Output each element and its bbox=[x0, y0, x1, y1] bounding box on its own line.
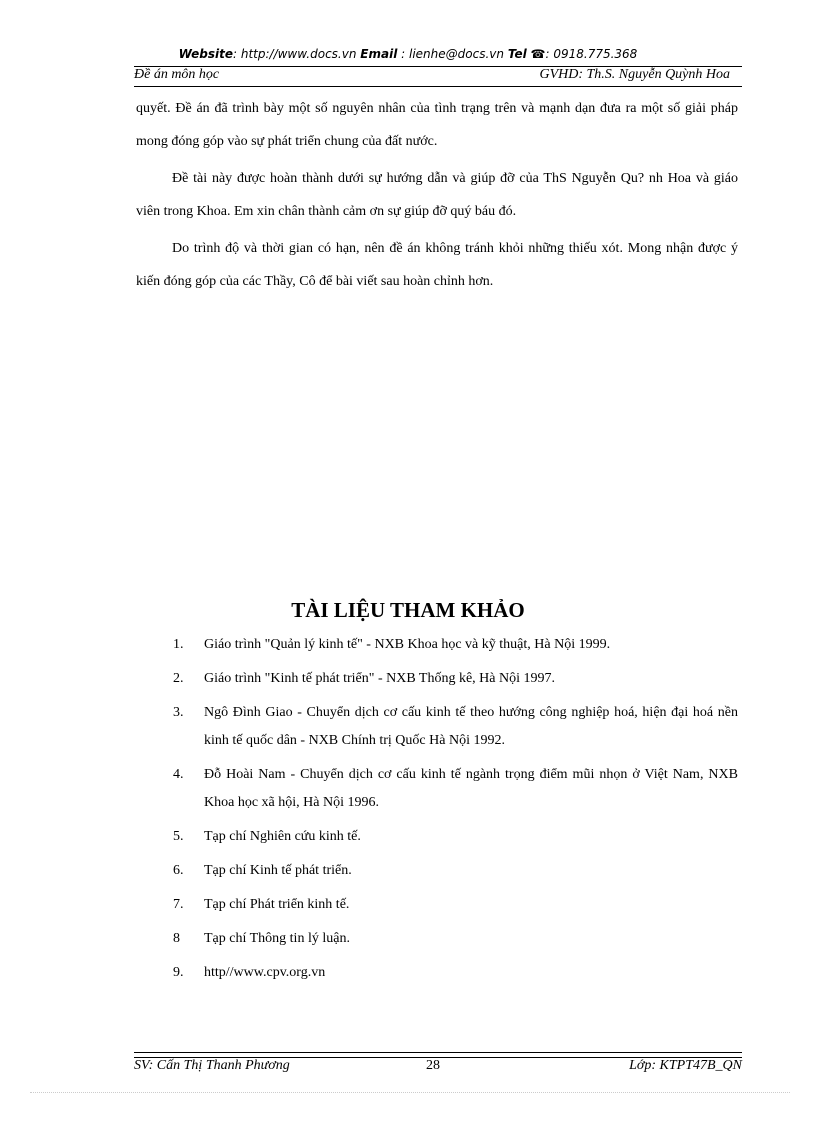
reference-text: Tạp chí Nghiên cứu kinh tế. bbox=[204, 829, 361, 844]
page-footer bbox=[134, 1058, 742, 1078]
footer-class: Lớp: KTPT47B_QN bbox=[629, 1058, 742, 1073]
site-contact-bar bbox=[0, 47, 816, 61]
reference-item bbox=[173, 925, 738, 953]
reference-number: 2. bbox=[173, 671, 184, 686]
footer-student: SV: Cấn Thị Thanh Phương bbox=[134, 1058, 290, 1073]
reference-link: http//www.cpv.org.vn bbox=[204, 965, 326, 980]
tel-label: Tel bbox=[507, 47, 527, 61]
reference-item bbox=[173, 823, 738, 851]
page-number: 28 bbox=[426, 1058, 440, 1073]
reference-item bbox=[173, 665, 738, 693]
reference-number: 8 bbox=[173, 931, 180, 946]
reference-item bbox=[173, 699, 738, 755]
reference-number: 6. bbox=[173, 863, 184, 878]
reference-item bbox=[173, 761, 738, 817]
reference-number: 3. bbox=[173, 705, 184, 720]
reference-text: Ngô Đình Giao - Chuyển dịch cơ cấu kinh tế theo hướng công nghiệp hoá, hiện đại hoá nền kinh tế quốc dân - NXB Chính trị Quốc Hà Nội 1992. bbox=[204, 705, 738, 748]
phone-icon: ☎ bbox=[530, 47, 546, 61]
references-title: TÀI LIỆU THAM KHẢO bbox=[291, 598, 525, 622]
website-value: : http://www.docs.vn bbox=[233, 47, 357, 61]
reference-text: Giáo trình "Quản lý kinh tế" - NXB Khoa học và kỹ thuật, Hà Nội 1999. bbox=[204, 637, 611, 652]
email-value: : lienhe@docs.vn bbox=[401, 47, 504, 61]
header-advisor: GVHD: Th.S. Nguyễn Quỳnh Hoa bbox=[539, 67, 730, 82]
website-label: Website bbox=[178, 47, 233, 61]
header-rule bbox=[134, 86, 742, 87]
reference-number: 7. bbox=[173, 897, 184, 912]
header-course: Đề án môn học bbox=[134, 67, 220, 82]
reference-item bbox=[173, 959, 738, 987]
reference-item bbox=[173, 891, 738, 919]
reference-text: Giáo trình "Kinh tế phát triển" - NXB Thống kê, Hà Nội 1997. bbox=[204, 671, 556, 686]
paragraph-1: quyết. Đề án đã trình bày một số nguyên nhân của tình trạng trên và mạnh dạn đưa ra một số giải pháp mong đóng góp vào sự phát triển chung của đất nước. bbox=[136, 101, 738, 149]
tel-value: : 0918.775.368 bbox=[545, 47, 638, 61]
reference-number: 5. bbox=[173, 829, 184, 844]
paragraph-2: Đề tài này được hoàn thành dưới sự hướng dẫn và giúp đỡ của ThS Nguyễn Qu? nh Hoa và giáo viên trong Khoa. Em xin chân thành cảm ơn sự giúp đỡ quý báu đó. bbox=[136, 171, 738, 219]
reference-text: Tạp chí Thông tin lý luận. bbox=[204, 931, 350, 946]
reference-text: Tạp chí Kinh tế phát triển. bbox=[204, 863, 352, 878]
body-text bbox=[136, 92, 738, 302]
references-list bbox=[173, 631, 738, 993]
paragraph-3: Do trình độ và thời gian có hạn, nên đề án không tránh khỏi những thiếu xót. Mong nhận được ý kiến đóng góp của các Thầy, Cô để bài viết sau hoàn chỉnh hơn. bbox=[136, 241, 738, 289]
reference-text: Tạp chí Phát triển kinh tế. bbox=[204, 897, 350, 912]
page-edge-divider bbox=[30, 1092, 790, 1093]
reference-number: 4. bbox=[173, 767, 184, 782]
reference-item bbox=[173, 631, 738, 659]
reference-text: Đỗ Hoài Nam - Chuyển dịch cơ cấu kinh tế ngành trọng điểm mũi nhọn ở Việt Nam, NXB Khoa học xã hội, Hà Nội 1996. bbox=[204, 767, 738, 810]
reference-number: 9. bbox=[173, 965, 184, 980]
page-header bbox=[134, 67, 742, 87]
reference-number: 1. bbox=[173, 637, 184, 652]
email-label: Email bbox=[360, 47, 398, 61]
reference-item bbox=[173, 857, 738, 885]
